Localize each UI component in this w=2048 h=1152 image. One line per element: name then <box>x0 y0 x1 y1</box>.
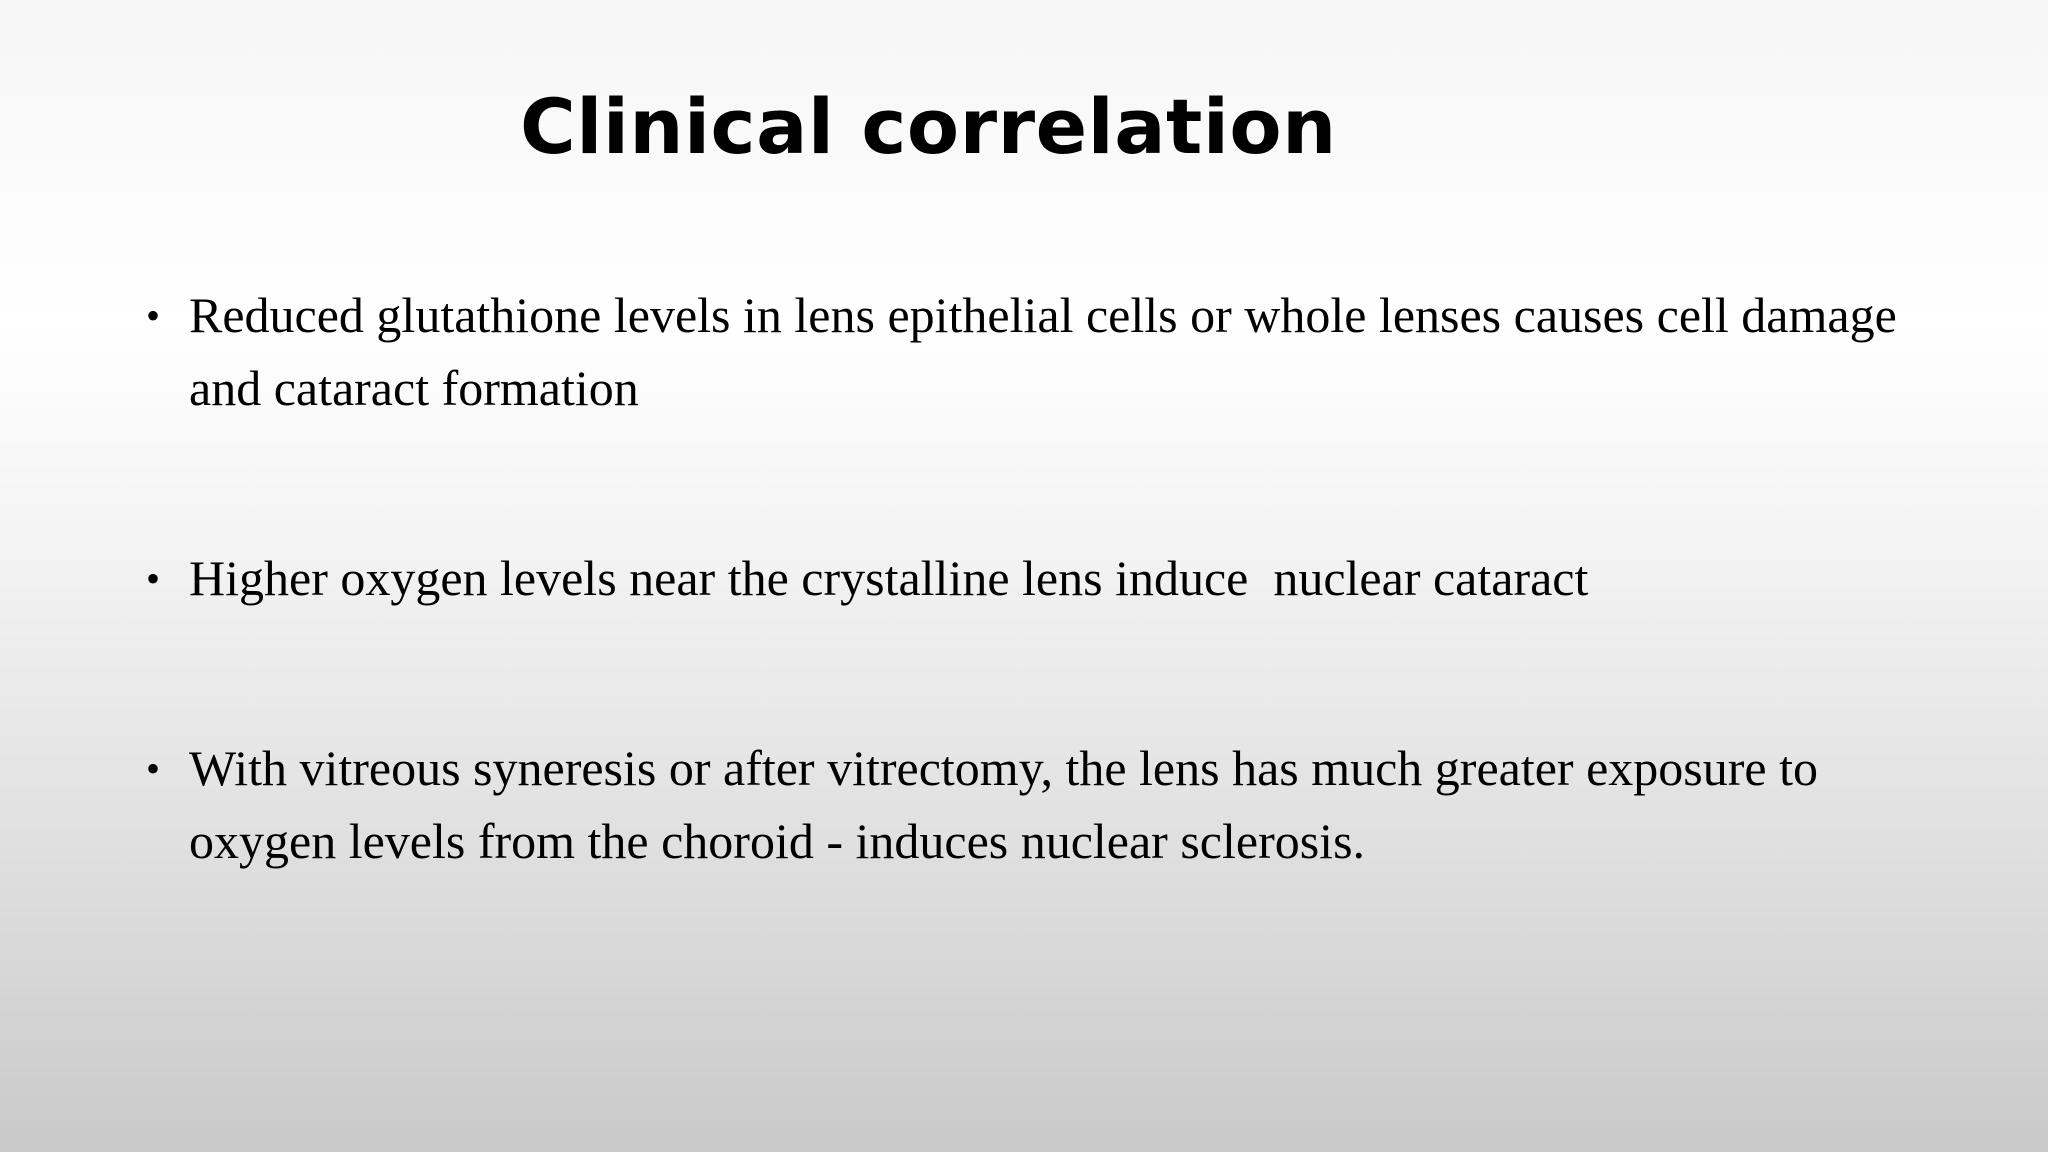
bullet-marker: • <box>146 746 161 791</box>
bullet-marker: • <box>146 556 161 601</box>
bullet-text: Higher oxygen levels near the crystalline lens induce nuclear cataract <box>189 550 1589 606</box>
bullet-item-3 <box>146 732 1926 878</box>
bullet-marker: • <box>146 293 161 338</box>
slide-title: Clinical correlation <box>520 82 1337 171</box>
bullet-item-1 <box>146 279 1926 425</box>
bullet-text: Reduced glutathione levels in lens epithelial cells or whole lenses causes cell damage and cataract formation <box>189 287 1897 416</box>
bullet-text: With vitreous syneresis or after vitrectomy, the lens has much greater exposure to oxygen levels from the choroid - induces nuclear sclerosis. <box>189 740 1818 869</box>
bullet-item-2 <box>146 542 1926 615</box>
